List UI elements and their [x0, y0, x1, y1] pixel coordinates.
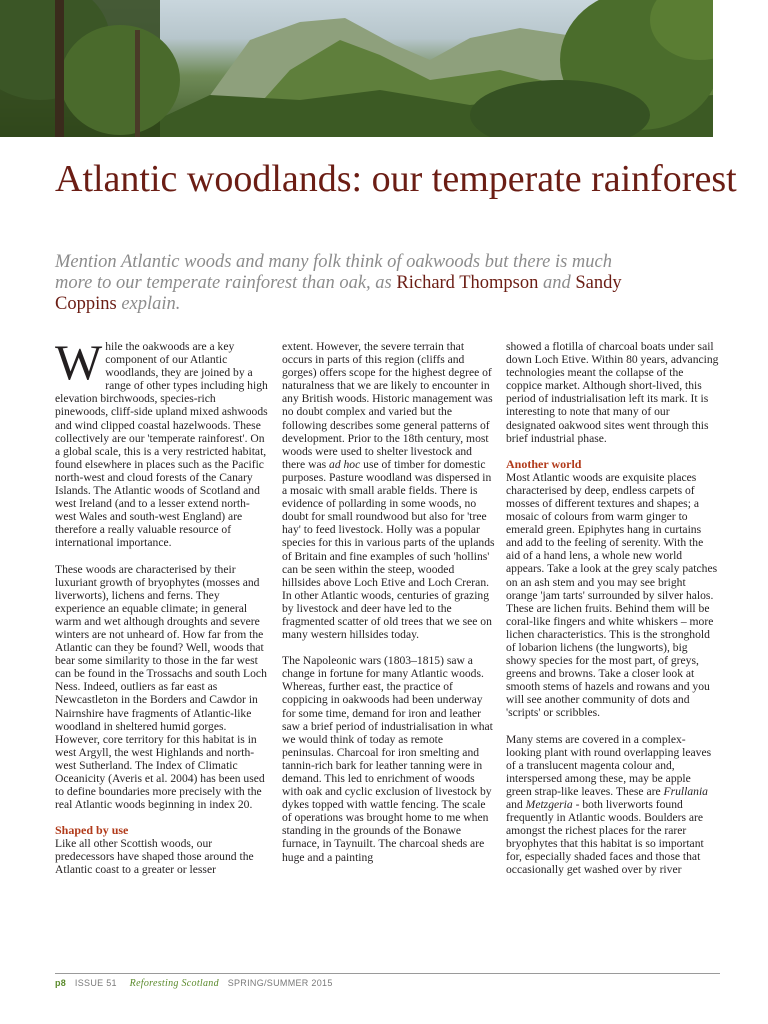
page-footer: [55, 978, 337, 989]
paragraph: Like all other Scottish woods, our predecessors have shaped those around the Atlantic coast to a greater or lesser: [55, 837, 254, 877]
drop-cap: W: [55, 334, 103, 390]
paragraph: These woods are characterised by their luxuriant growth of bryophytes (mosses and liverworts), lichens and ferns. They experience an equable climate; in general warm and wet although droughts and severe winters are not unheard of. How far from the Atlantic can they be found? Well, woods that bear some similarity to those in the far west can be found in the Trossachs and south Loch Ness. Indeed, outliers as far east as Newcastleton in the Borders and Cawdor in Nairnshire have fragments of Atlantic-like woodland in sheltered humid gorges. However, core territory for this habitat is in west Argyll, the west Highlands and north-west Sutherland. The Index of Climatic Oceanicity (Averis et al. 2004) has been used to define boundaries more precisely with the real Atlantic woods beginning in index 20.: [55, 562, 267, 812]
italic-term: Frullania: [663, 784, 708, 798]
footer-rule: [55, 973, 720, 974]
standfirst: [55, 252, 645, 315]
paragraph: Most Atlantic woods are exquisite places characterised by deep, endless carpets of mosses of different textures and shapes; a mosaic of colours from warm ginger to emerald green. Epiphytes hang in curtains and add to the feeling of serenity. With the aid of a hand lens, a whole new world appears. Take a look at the grey scaly patches on an ash stem and you may see bright orange 'jam tarts' surrounded by silver halos. These are lichen fruits. Behind them will be coral-like fingers and white whiskers – more lichen characteristics. This is the stronghold of lobarion lichens (the lungworts), big showy species for the most part, of greys, greens and browns. Take a closer look at smooth stems of hazels and rowans and you will see another community of dots and 'scripts' or scribbles.: [506, 470, 718, 720]
landscape-illustration: [0, 0, 713, 137]
standfirst-explain: explain.: [121, 294, 181, 314]
author-2: Sandy Coppins: [55, 273, 622, 314]
season: SPRING/SUMMER 2015: [227, 978, 333, 988]
standfirst-text: Mention Atlantic woods and many folk think of oakwoods but there is much more to our temperate rainforest than oak, as: [55, 252, 612, 293]
header-photo: [0, 0, 713, 137]
issue-number: ISSUE 51: [74, 978, 117, 988]
italic-term: ad hoc: [329, 457, 361, 471]
paragraph: While the oakwoods are a key component of our Atlantic woodlands, they are joined by a range of other types including high elevation birchwoods, species-rich pinewoods, cliff-side upland mixed ashwoods and wind clipped coastal hazelwoods. These collectively are our 'temperate rainforest'. On a global scale, this is a very restricted habitat, found elsewhere in places such as the Pacific north-west and cloud forests of the Canary Islands. The Atlantic woods of Scotland and west Ireland (and to a lesser extend north-west Wales and south-west England) are therefore a really valuable resource of international importance.: [55, 334, 268, 550]
article-title: Atlantic woodlands: our temperate rainforest: [55, 158, 737, 200]
subhead-another-world: Another world: [506, 456, 582, 471]
italic-term: Metzgeria: [525, 798, 573, 811]
subhead-shaped-by-use: Shaped by use: [55, 823, 129, 838]
body-column-2: [282, 340, 495, 877]
body-column-3: [506, 340, 719, 890]
paragraph: Many stems are covered in a complex-looking plant with round overlapping leaves of a translucent magenta colour and, interspersed among these, may be apple green strap-like leaves. These are Frullania and Metzgeria - both liverworts found frequently in Atlantic woods. Boulders are amongst the richest places for the rarer bryophytes that this habitat is so important for, especially shaded faces and those that occasionally get washed over by river: [506, 732, 712, 877]
body-column-1: [55, 334, 268, 890]
paragraph: extent. However, the severe terrain that occurs in parts of this region (cliffs and gorges) offers scope for the highest degree of naturalness that we are likely to encounter in any British woods. Historic management was no doubt complex and varied but the following describes some general patterns of development. Prior to the 18th century, most woods were used to shelter livestock and there was ad hoc use of timber for domestic purposes. Pasture woodland was dispersed in a mosaic with small arable fields. There is evidence of pollarding in some woods, no doubt for small roundwood but also for 'tree hay' to feed livestock. Holly was a popular species for this in various parts of the uplands of Britain and fine examples of such 'hollins' can be seen within the steep, wooded hillsides above Loch Etive and Loch Creran. In other Atlantic woods, centuries of grazing by livestock and deer have led to the fragmented scatter of old trees that we see on many western hillsides today.: [282, 340, 495, 642]
paragraph: showed a flotilla of charcoal boats under sail down Loch Etive. Within 80 years, advancing technologies meant the collapse of the coppice market. Although short-lived, this period of industrialisation left its mark. It is interesting to note that many of our designated oakwood sites went through this brief industrial phase.: [506, 340, 719, 445]
page-number: p8: [55, 978, 67, 988]
paragraph: The Napoleonic wars (1803–1815) saw a change in fortune for many Atlantic woods. Whereas, further east, the practice of coppicing in oakwoods had been underway for some time, demand for iron and leather saw a brief period of industrialisation in what we would think of today as remote peninsulas. Charcoal for iron smelting and tannin-rich bark for leather tanning were in demand. This led to enrichment of woods with oak and cyclic exclusion of livestock by dykes topped with wattle fencing. The scale of operations was brought home to me when standing in the grounds of the Bonawe furnace, in Taynuilt. The charcoal sheds are huge and a painting: [282, 654, 493, 864]
standfirst-and: and: [543, 273, 571, 293]
author-1: Richard Thompson: [396, 273, 539, 293]
magazine-name: Reforesting Scotland: [129, 978, 219, 989]
